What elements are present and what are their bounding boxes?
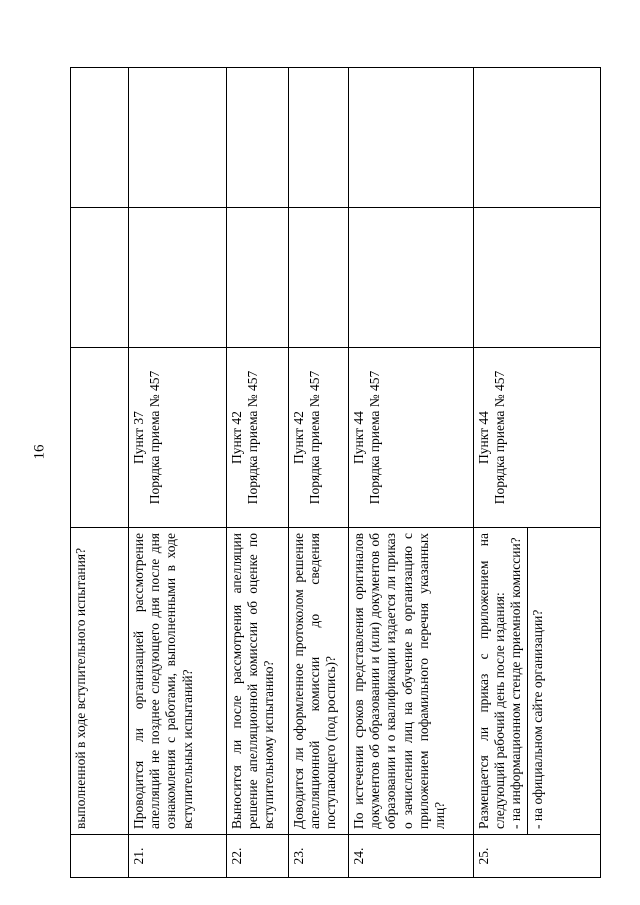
reference-cell xyxy=(289,348,349,528)
question-cell: Выносится ли после рассмотрения апелляции решение апелляционной комиссии об оценке по вступительному испытанию? xyxy=(227,528,289,835)
answer-cell xyxy=(349,208,474,348)
reference-point: Пункт 37 xyxy=(131,411,146,464)
comment-cell xyxy=(71,68,129,208)
row-number: 21. xyxy=(129,835,227,878)
reference-cell xyxy=(71,348,129,528)
comment-cell xyxy=(227,68,289,208)
sub-question-website: - на официальном сайте организации? xyxy=(527,528,546,834)
page-number: 16 xyxy=(31,444,48,460)
sub-question-stand: - на информационном стенде приемной комиссии? xyxy=(508,537,524,829)
reference-cell xyxy=(129,348,227,528)
answer-cell xyxy=(71,208,129,348)
question-text: Размещается ли приказ с приложением на следующий рабочий день после издания: xyxy=(476,533,508,829)
table-row xyxy=(71,68,129,878)
table-row xyxy=(129,68,227,878)
reference-point: Пункт 42 xyxy=(229,411,244,464)
reference-document: Порядка приема № 457 xyxy=(492,370,508,505)
question-cell: По истечении сроков представления оригиналов документов об образовании и (или) документов об образовании и о квалификации издается ли приказ о зачислении лиц на обучение в организацию с приложением пофамильного перечня указанных лиц? xyxy=(349,528,474,835)
question-cell xyxy=(474,528,601,835)
table-row xyxy=(227,68,289,878)
reference-document: Порядка приема № 457 xyxy=(367,370,383,505)
reference-document: Порядка приема № 457 xyxy=(245,370,261,505)
row-number: 22. xyxy=(227,835,289,878)
comment-cell xyxy=(129,68,227,208)
row-number: 23. xyxy=(289,835,349,878)
reference-document: Порядка приема № 457 xyxy=(147,370,163,505)
question-cell: выполненной в ходе вступительного испытания? xyxy=(71,528,129,835)
table-row xyxy=(349,68,474,878)
reference-point: Пункт 42 xyxy=(291,411,306,464)
reference-cell xyxy=(227,348,289,528)
reference-point: Пункт 44 xyxy=(351,411,366,464)
comment-cell xyxy=(289,68,349,208)
comment-cell xyxy=(474,68,601,208)
answer-cell xyxy=(474,208,601,348)
comment-cell xyxy=(349,68,474,208)
row-number: 25. xyxy=(474,835,601,878)
answer-cell xyxy=(289,208,349,348)
table-row xyxy=(474,68,601,878)
reference-cell xyxy=(349,348,474,528)
reference-cell xyxy=(474,348,601,528)
reference-document: Порядка приема № 457 xyxy=(307,370,323,505)
rotated-table-wrapper xyxy=(70,68,600,878)
row-number: 24. xyxy=(349,835,474,878)
reference-point: Пункт 44 xyxy=(476,411,491,464)
checklist-table xyxy=(70,67,601,878)
row-number xyxy=(71,835,129,878)
answer-cell xyxy=(129,208,227,348)
table-row xyxy=(289,68,349,878)
question-cell: Проводится ли организацией рассмотрение апелляций не позднее следующего дня после дня ознакомления с работами, выполненными в ходе вступительных испытаний? xyxy=(129,528,227,835)
answer-cell xyxy=(227,208,289,348)
question-cell: Доводится ли оформленное протоколом решение апелляционной комиссии до сведения поступающего (под роспись)? xyxy=(289,528,349,835)
